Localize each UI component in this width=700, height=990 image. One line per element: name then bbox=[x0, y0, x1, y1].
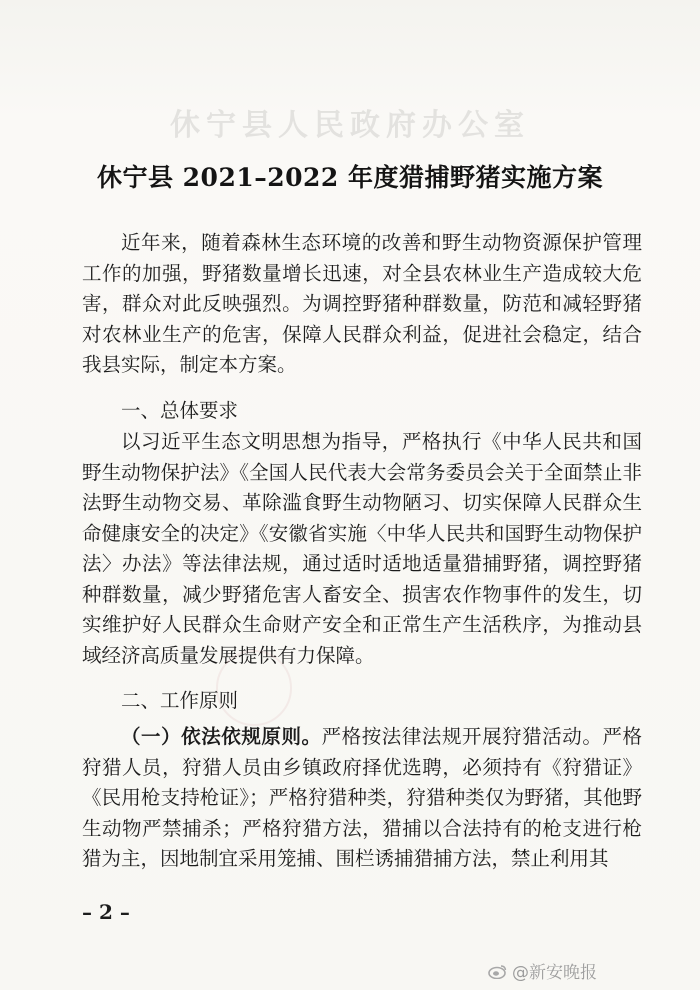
principle1-body: 严格按法律法规开展狩猎活动。严格狩猎人员，狩猎人员由乡镇政府择优选聘，必须持有《狩猎证》《民用枪支持枪证》；严格狩猎种类，狩猎种类仅为野猪，其他野生动物严禁捕杀；严格狩猎方法，猎捕以合法持有的枪支进行枪猎为主，因地制宜采用笼捕、围栏诱捕猎捕方法，禁止利用其 bbox=[82, 725, 642, 870]
source-watermark bbox=[488, 958, 597, 983]
principle1-paragraph bbox=[82, 722, 642, 875]
intro-paragraph: 近年来，随着森林生态环境的改善和野生动物资源保护管理工作的加强，野猪数量增长迅速，对全县农林业生产造成较大危害，群众对此反映强烈。为调控野猪种群数量，防范和减轻野猪对农林业生产的危害，保障人民群众利益，促进社会稳定，结合我县实际，制定本方案。 bbox=[82, 231, 642, 376]
document-title: 休宁县 2021–2022 年度猎捕野猪实施方案 bbox=[96, 163, 604, 192]
principle1-title: （一）依法依规原则。 bbox=[121, 725, 322, 748]
section1-heading-block bbox=[82, 396, 642, 427]
bleed-through-header: 休宁县人民政府办公室 bbox=[170, 108, 530, 143]
section1-paragraph: 以习近平生态文明思想为指导，严格执行《中华人民共和国野生动物保护法》《全国人民代表大会常务委员会关于全面禁止非法野生动物交易、革除滥食野生动物陋习、切实保障人民群众生命健康安全的决定》《安徽省实施〈中华人民共和国野生动物保护法〉办法》等法律法规，通过适时适地适量猎捕野猪，调控野猪种群数量，减少野猪危害人畜安全、损害农作物事件的发生，切实维护好人民群众生命财产安全和正常生产生活秩序，为推动县域经济高质量发展提供有力保障。 bbox=[82, 430, 642, 667]
watermark-text: @新安晚报 bbox=[512, 963, 597, 983]
weibo-icon bbox=[488, 963, 508, 979]
section1-heading: 一、总体要求 bbox=[121, 399, 239, 422]
section2-heading: 二、工作原则 bbox=[121, 689, 239, 712]
section1-body-block bbox=[82, 427, 642, 671]
intro-block bbox=[82, 228, 642, 381]
principle1-block bbox=[82, 722, 642, 875]
section2-heading-block bbox=[82, 686, 642, 717]
page-number: – 2 – bbox=[82, 900, 130, 924]
